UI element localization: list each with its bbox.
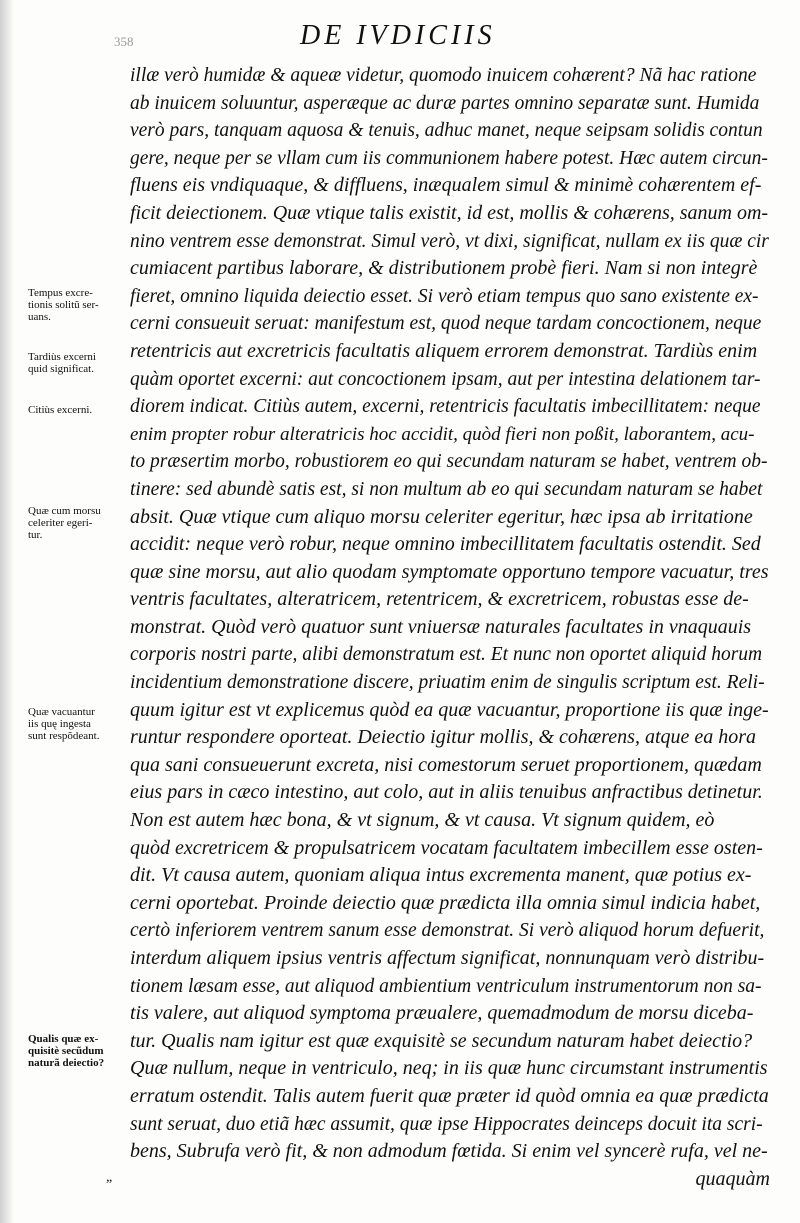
text-line: tinere: sed abundè satis est, si non multum ab eo qui secundam naturam se habet	[130, 478, 763, 500]
text-line: certò inferiorem ventrem sanum esse demonstrat. Si verò aliquod horum defuerit,	[130, 920, 765, 942]
margin-note-line: tur.	[28, 529, 43, 541]
text-line: erratum ostendit. Talis autem fuerit quæ præter id quòd omnia ea quæ prædicta	[130, 1084, 769, 1107]
text-line: tur. Qualis nam igitur est quæ exquisitè se secundum naturam habet deiectio?	[130, 1029, 753, 1052]
text-line: incidentium demonstratione discere, priuatim enim de singulis scriptum est. Reli-	[130, 672, 765, 694]
text-line: monstrat. Quòd verò quatuor sunt vniuersæ naturales facultates in vnaquauis	[130, 615, 752, 638]
text-line: interdum aliquem ipsius ventris affectum significat, nonnunquam verò distribu-	[130, 947, 765, 969]
text-line: qua sani consueuerunt excreta, nisi comestorum seruet proportionem, quædam	[130, 753, 762, 776]
text-line: absit. Quæ vtique cum aliquo morsu celeriter egeritur, hæc ipsa ab irritatione	[130, 505, 753, 528]
text-line: cumiacent partibus laborare, & distributionem probè fieri. Nam si non integrè	[130, 257, 758, 280]
main-text-column	[130, 62, 770, 1193]
text-line: runtur respondere oporteat. Deiectio igitur mollis, & cohærens, atque ea hora	[130, 726, 757, 749]
text-line: verò pars, tanquam aquosa & tenuis, adhuc manet, neque seipsam solidis contun	[130, 120, 763, 142]
page-number: 358	[114, 34, 134, 49]
text-line: quàm oportet excerni: aut concoctionem ipsam, aut per intestina delationem tar-	[130, 368, 761, 390]
text-line: quæ sine morsu, aut alio quodam symptomate opportuno tempore vacuatur, tres	[130, 560, 769, 583]
text-line: fieret, omnino liquida deiectio esset. Si verò etiam tempus quo sano existente ex-	[130, 285, 759, 307]
text-line: enim propter robur alteratricis hoc accidit, quòd fieri non poßit, laborantem, acu-	[130, 423, 755, 445]
margin-note-citius	[28, 404, 128, 416]
margin-note-line: quid significat.	[28, 363, 94, 375]
text-line: diorem indicat. Citiùs autem, excerni, retentricis facultatis imbecillitatem: neque	[130, 396, 761, 418]
margin-note-line: Qualis quæ ex-	[28, 1033, 99, 1045]
text-line: ficit deiectionem. Quæ vtique talis existit, id est, mollis & cohærens, sanum om-	[130, 201, 769, 224]
text-line: Quæ nullum, neque in ventriculo, neq; in iis quæ hunc circumstant instrumentis	[130, 1057, 768, 1080]
text-line: sunt seruat, duo etiã hæc assumit, quæ ipse Hippocrates deinceps docuit ita scri-	[130, 1113, 763, 1135]
margin-note-line: tionis solitũ ser-	[28, 299, 99, 311]
text-line: Non est autem hæc bona, & vt signum, & vt causa. Vt signum quidem, eò	[130, 809, 715, 832]
margin-note-line: Tempus excre-	[28, 287, 93, 299]
text-line: gere, neque per se vllam cum iis communionem habere potest. Hæc autem circun-	[130, 147, 768, 169]
margin-note-line: celeriter egeri-	[28, 517, 93, 529]
margin-note-line: iis quę ingesta	[28, 718, 91, 730]
text-line: illæ verò humidæ & aqueæ videtur, quomodo inuicem cohærent? Nã hac ratione	[130, 65, 757, 86]
margin-note-line: sunt respõdeant.	[28, 730, 100, 742]
running-head: DE IVDICIIS	[300, 20, 496, 51]
margin-note-line: Citiùs excerni.	[28, 404, 93, 416]
text-line: cerni oportebat. Proinde deiectio quæ prædicta illa omnia simul indicia habet,	[130, 891, 761, 914]
text-line: dit. Vt causa autem, quoniam aliqua intus excrementa manent, quæ potius ex-	[130, 864, 752, 887]
margin-note-qualis	[28, 1033, 128, 1069]
margin-note-line: uans.	[28, 311, 51, 323]
margin-note-vacuantur	[28, 706, 128, 742]
text-line: tionem læsam esse, aut aliquod ambientium ventriculum instrumentorum non sa-	[130, 975, 762, 997]
text-line: ventris facultates, alteratricem, retentricem, & excretricem, robustas esse de-	[130, 588, 749, 611]
text-line: to præsertim morbo, robustiorem eo qui secundam naturam se habet, ventrem ob-	[130, 451, 768, 473]
text-line: quaquàm	[695, 1167, 770, 1190]
text-line: tis valere, aut aliquod symptoma præualere, quemadmodum de morsu diceba-	[130, 1002, 754, 1025]
text-line: fluens eis vndiquaque, & diffluens, inæqualem simul & minimè cohærentem ef-	[130, 174, 762, 197]
text-line: eius pars in cæco intestino, aut colo, aut in aliis tenuibus anfractibus detinetur.	[130, 781, 763, 804]
text-line: quòd excretricem & propulsatricem vocatam facultatem imbecillem esse osten-	[130, 836, 763, 859]
text-line: bens, Subrufa verò fit, & non admodum fœtida. Si enim vel syncerè rufa, vel ne-	[130, 1140, 768, 1163]
margin-note-morsu	[28, 505, 128, 541]
margin-note-line: Quæ cum morsu	[28, 505, 101, 517]
text-line: accidit: neque verò robur, neque omnino imbecillitatem facultatis ostendit. Sed	[130, 533, 761, 556]
margin-note-line: Quæ vacuantur	[28, 706, 95, 718]
margin-note-line: naturã deiectio?	[28, 1057, 105, 1069]
text-line: corporis nostri parte, alibi demonstratum est. Et nunc non oportet aliquid horum	[130, 644, 763, 666]
text-line: cerni consueuit seruat: manifestum est, quod neque tardam concoctionem, neque	[130, 313, 762, 335]
margin-note-tardius	[28, 351, 128, 375]
text-line: nino ventrem esse demonstrat. Simul verò, vt dixi, significat, nullam ex iis quæ cir	[130, 230, 769, 252]
text-line: ab inuicem soluuntur, asperæque ac duræ partes omnino separatæ sunt. Humida	[130, 92, 760, 114]
margin-note-line: Tardiùs excerni	[28, 351, 96, 363]
text-line: quum igitur est vt explicemus quòd ea quæ vacuantur, proportione iis quæ inge-	[130, 698, 769, 721]
quotation-margin-mark: „	[106, 1170, 113, 1185]
margin-note-tempus	[28, 287, 128, 323]
margin-note-line: quisitè secũdum	[28, 1045, 104, 1057]
text-line: retentricis aut excretricis facultatis aliquem errorem demonstrat. Tardiùs enim	[130, 339, 758, 362]
page-gutter-shadow	[0, 0, 14, 1223]
